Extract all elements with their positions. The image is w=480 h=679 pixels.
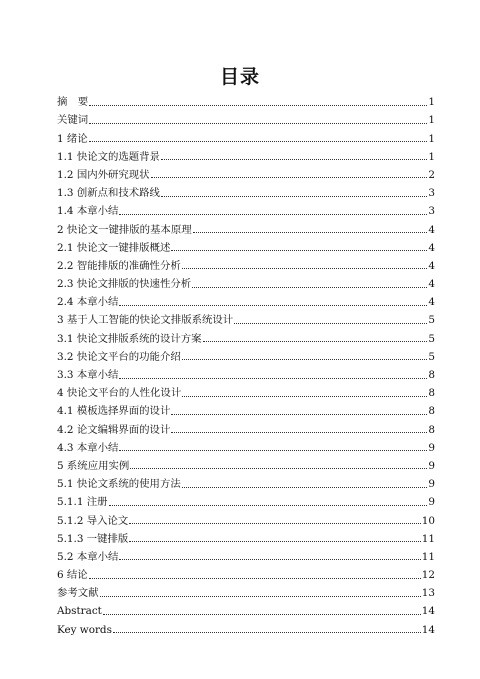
toc-entry-label: 5.1.1 注册 xyxy=(57,496,108,509)
toc-entry-label: Abstract xyxy=(57,605,102,618)
toc-entry[interactable] xyxy=(57,345,435,363)
toc-entry-label: 5.1.3 一键排版 xyxy=(57,532,129,545)
toc-dot-leader xyxy=(203,341,428,342)
toc-entry-label: 2.2 智能排版的准确性分析 xyxy=(57,259,181,272)
toc-entry[interactable] xyxy=(57,599,435,617)
toc-dot-leader xyxy=(103,614,421,615)
toc-entry-page-number: 3 xyxy=(428,187,435,200)
toc-entry-label: 2.3 快论文排版的快速性分析 xyxy=(57,278,192,291)
toc-entry-page-number: 2 xyxy=(428,168,435,181)
toc-entry-label: 5.1.2 导入论文 xyxy=(57,514,129,527)
toc-entry[interactable] xyxy=(57,126,435,144)
toc-entry-page-number: 8 xyxy=(428,423,435,436)
toc-dot-leader xyxy=(161,159,427,160)
toc-entry-page-number: 8 xyxy=(428,369,435,381)
toc-entry[interactable] xyxy=(57,163,435,181)
toc-entry-label: 4.2 论文编辑界面的设计 xyxy=(57,423,171,436)
toc-entry-page-number: 4 xyxy=(428,259,435,272)
toc-entry-label: 1.3 创新点和技术路线 xyxy=(57,187,160,200)
toc-dot-leader xyxy=(171,414,427,415)
toc-dot-leader xyxy=(109,505,428,506)
toc-entry-page-number: 12 xyxy=(421,569,435,582)
toc-entry[interactable] xyxy=(57,199,435,217)
toc-title: 目录 xyxy=(219,66,260,88)
toc-entry-page-number: 3 xyxy=(428,205,435,218)
toc-dot-leader xyxy=(113,632,421,633)
toc-entry-label: 3.2 快论文平台的功能介绍 xyxy=(57,350,181,363)
toc-entry[interactable] xyxy=(57,308,435,326)
toc-entry[interactable] xyxy=(57,381,435,399)
toc-dot-leader xyxy=(171,432,427,433)
toc-entry-page-number: 1 xyxy=(428,96,435,109)
toc-entry[interactable] xyxy=(57,145,435,163)
toc-dot-leader xyxy=(129,523,420,524)
toc-entry-label: 关键词 xyxy=(57,114,89,127)
toc-entry[interactable] xyxy=(57,399,435,417)
toc-dot-leader xyxy=(119,214,427,215)
toc-dot-leader xyxy=(119,378,427,379)
toc-entry[interactable] xyxy=(57,90,435,108)
toc-entry-page-number: 4 xyxy=(428,241,435,254)
toc-entry-label: 3.3 本章小结 xyxy=(57,369,119,381)
toc-entry-label: 5.2 本章小结 xyxy=(57,550,119,563)
toc-entry[interactable] xyxy=(57,581,435,599)
toc-entry-page-number: 5 xyxy=(428,314,435,327)
toc-entry[interactable] xyxy=(57,363,435,381)
toc-entry[interactable] xyxy=(57,217,435,235)
toc-dot-leader xyxy=(171,250,427,251)
toc-entry[interactable] xyxy=(57,545,435,563)
toc-entry[interactable] xyxy=(57,527,435,545)
toc-list xyxy=(57,90,435,636)
toc-dot-leader xyxy=(119,305,427,306)
toc-entry-label: 5 系统应用实例 xyxy=(57,459,130,472)
toc-entry[interactable] xyxy=(57,490,435,508)
toc-dot-leader xyxy=(89,123,427,124)
toc-entry-page-number: 9 xyxy=(428,459,435,472)
toc-entry-label: 参考文献 xyxy=(57,587,99,600)
toc-entry-page-number: 11 xyxy=(421,550,435,563)
toc-entry-page-number: 9 xyxy=(428,496,435,509)
toc-entry[interactable] xyxy=(57,508,435,526)
toc-entry[interactable] xyxy=(57,272,435,290)
toc-dot-leader xyxy=(119,559,420,560)
toc-entry-label: 4.1 模板选择界面的设计 xyxy=(57,405,171,418)
toc-dot-leader xyxy=(100,596,421,597)
toc-entry[interactable] xyxy=(57,108,435,126)
toc-dot-leader xyxy=(130,468,427,469)
toc-entry-page-number: 8 xyxy=(428,405,435,418)
toc-dot-leader xyxy=(129,541,420,542)
toc-entry-page-number: 1 xyxy=(428,150,435,163)
toc-dot-leader xyxy=(182,359,428,360)
toc-entry-page-number: 1 xyxy=(428,132,435,145)
toc-entry-page-number: 14 xyxy=(421,623,435,636)
toc-entry[interactable] xyxy=(57,454,435,472)
toc-entry-page-number: 13 xyxy=(421,587,435,600)
toc-entry-page-number: 4 xyxy=(428,296,435,309)
toc-entry-page-number: 9 xyxy=(428,441,435,454)
toc-dot-leader xyxy=(89,141,428,142)
toc-entry-label: 1.1 快论文的选题背景 xyxy=(57,150,160,163)
toc-dot-leader xyxy=(192,287,427,288)
toc-entry-label: 2 快论文一键排版的基本原理 xyxy=(57,223,192,236)
toc-entry-page-number: 5 xyxy=(428,350,435,363)
toc-entry-label: 2.1 快论文一键排版概述 xyxy=(57,241,171,254)
toc-entry-label: 1.4 本章小结 xyxy=(57,205,119,218)
toc-dot-leader xyxy=(234,323,427,324)
toc-entry-label: 1.2 国内外研究现状 xyxy=(57,168,150,181)
toc-entry-label: 4 快论文平台的人性化设计 xyxy=(57,387,182,400)
toc-entry[interactable] xyxy=(57,254,435,272)
toc-entry-page-number: 10 xyxy=(421,514,435,527)
toc-dot-leader xyxy=(193,232,428,233)
toc-entry[interactable] xyxy=(57,181,435,199)
toc-entry-label: 1 绪论 xyxy=(57,132,88,145)
toc-entry-page-number: 8 xyxy=(428,387,435,400)
toc-entry[interactable] xyxy=(57,563,435,581)
toc-entry-page-number: 4 xyxy=(428,278,435,291)
toc-entry-label: 5.1 快论文系统的使用方法 xyxy=(57,478,181,491)
toc-entry-label: 3 基于人工智能的快论文排版系统设计 xyxy=(57,314,234,327)
toc-entry[interactable] xyxy=(57,290,435,308)
toc-dot-leader xyxy=(89,105,427,106)
toc-dot-leader xyxy=(161,196,427,197)
toc-entry-page-number: 11 xyxy=(421,532,435,545)
toc-entry-label: Key words xyxy=(57,623,112,636)
toc-dot-leader xyxy=(182,396,427,397)
toc-entry-page-number: 14 xyxy=(421,605,435,618)
toc-entry-label: 6 结论 xyxy=(57,569,88,582)
toc-entry-label: 3.1 快论文排版系统的设计方案 xyxy=(57,332,202,345)
toc-entry-page-number: 1 xyxy=(428,114,435,127)
toc-entry[interactable] xyxy=(57,236,435,254)
toc-dot-leader xyxy=(182,268,428,269)
toc-entry-label: 摘 要 xyxy=(57,96,89,109)
toc-entry-label: 4.3 本章小结 xyxy=(57,441,119,454)
toc-entry[interactable] xyxy=(57,472,435,490)
toc-entry[interactable] xyxy=(57,617,435,635)
toc-dot-leader xyxy=(151,177,428,178)
toc-entry[interactable] xyxy=(57,417,435,435)
toc-dot-leader xyxy=(182,487,428,488)
toc-dot-leader xyxy=(89,578,421,579)
toc-entry-page-number: 9 xyxy=(428,478,435,491)
toc-entry-page-number: 5 xyxy=(428,332,435,345)
toc-dot-leader xyxy=(119,450,427,451)
toc-entry-label: 2.4 本章小结 xyxy=(57,296,119,309)
toc-entry-page-number: 4 xyxy=(428,223,435,236)
toc-entry[interactable] xyxy=(57,436,435,454)
toc-entry[interactable] xyxy=(57,326,435,344)
